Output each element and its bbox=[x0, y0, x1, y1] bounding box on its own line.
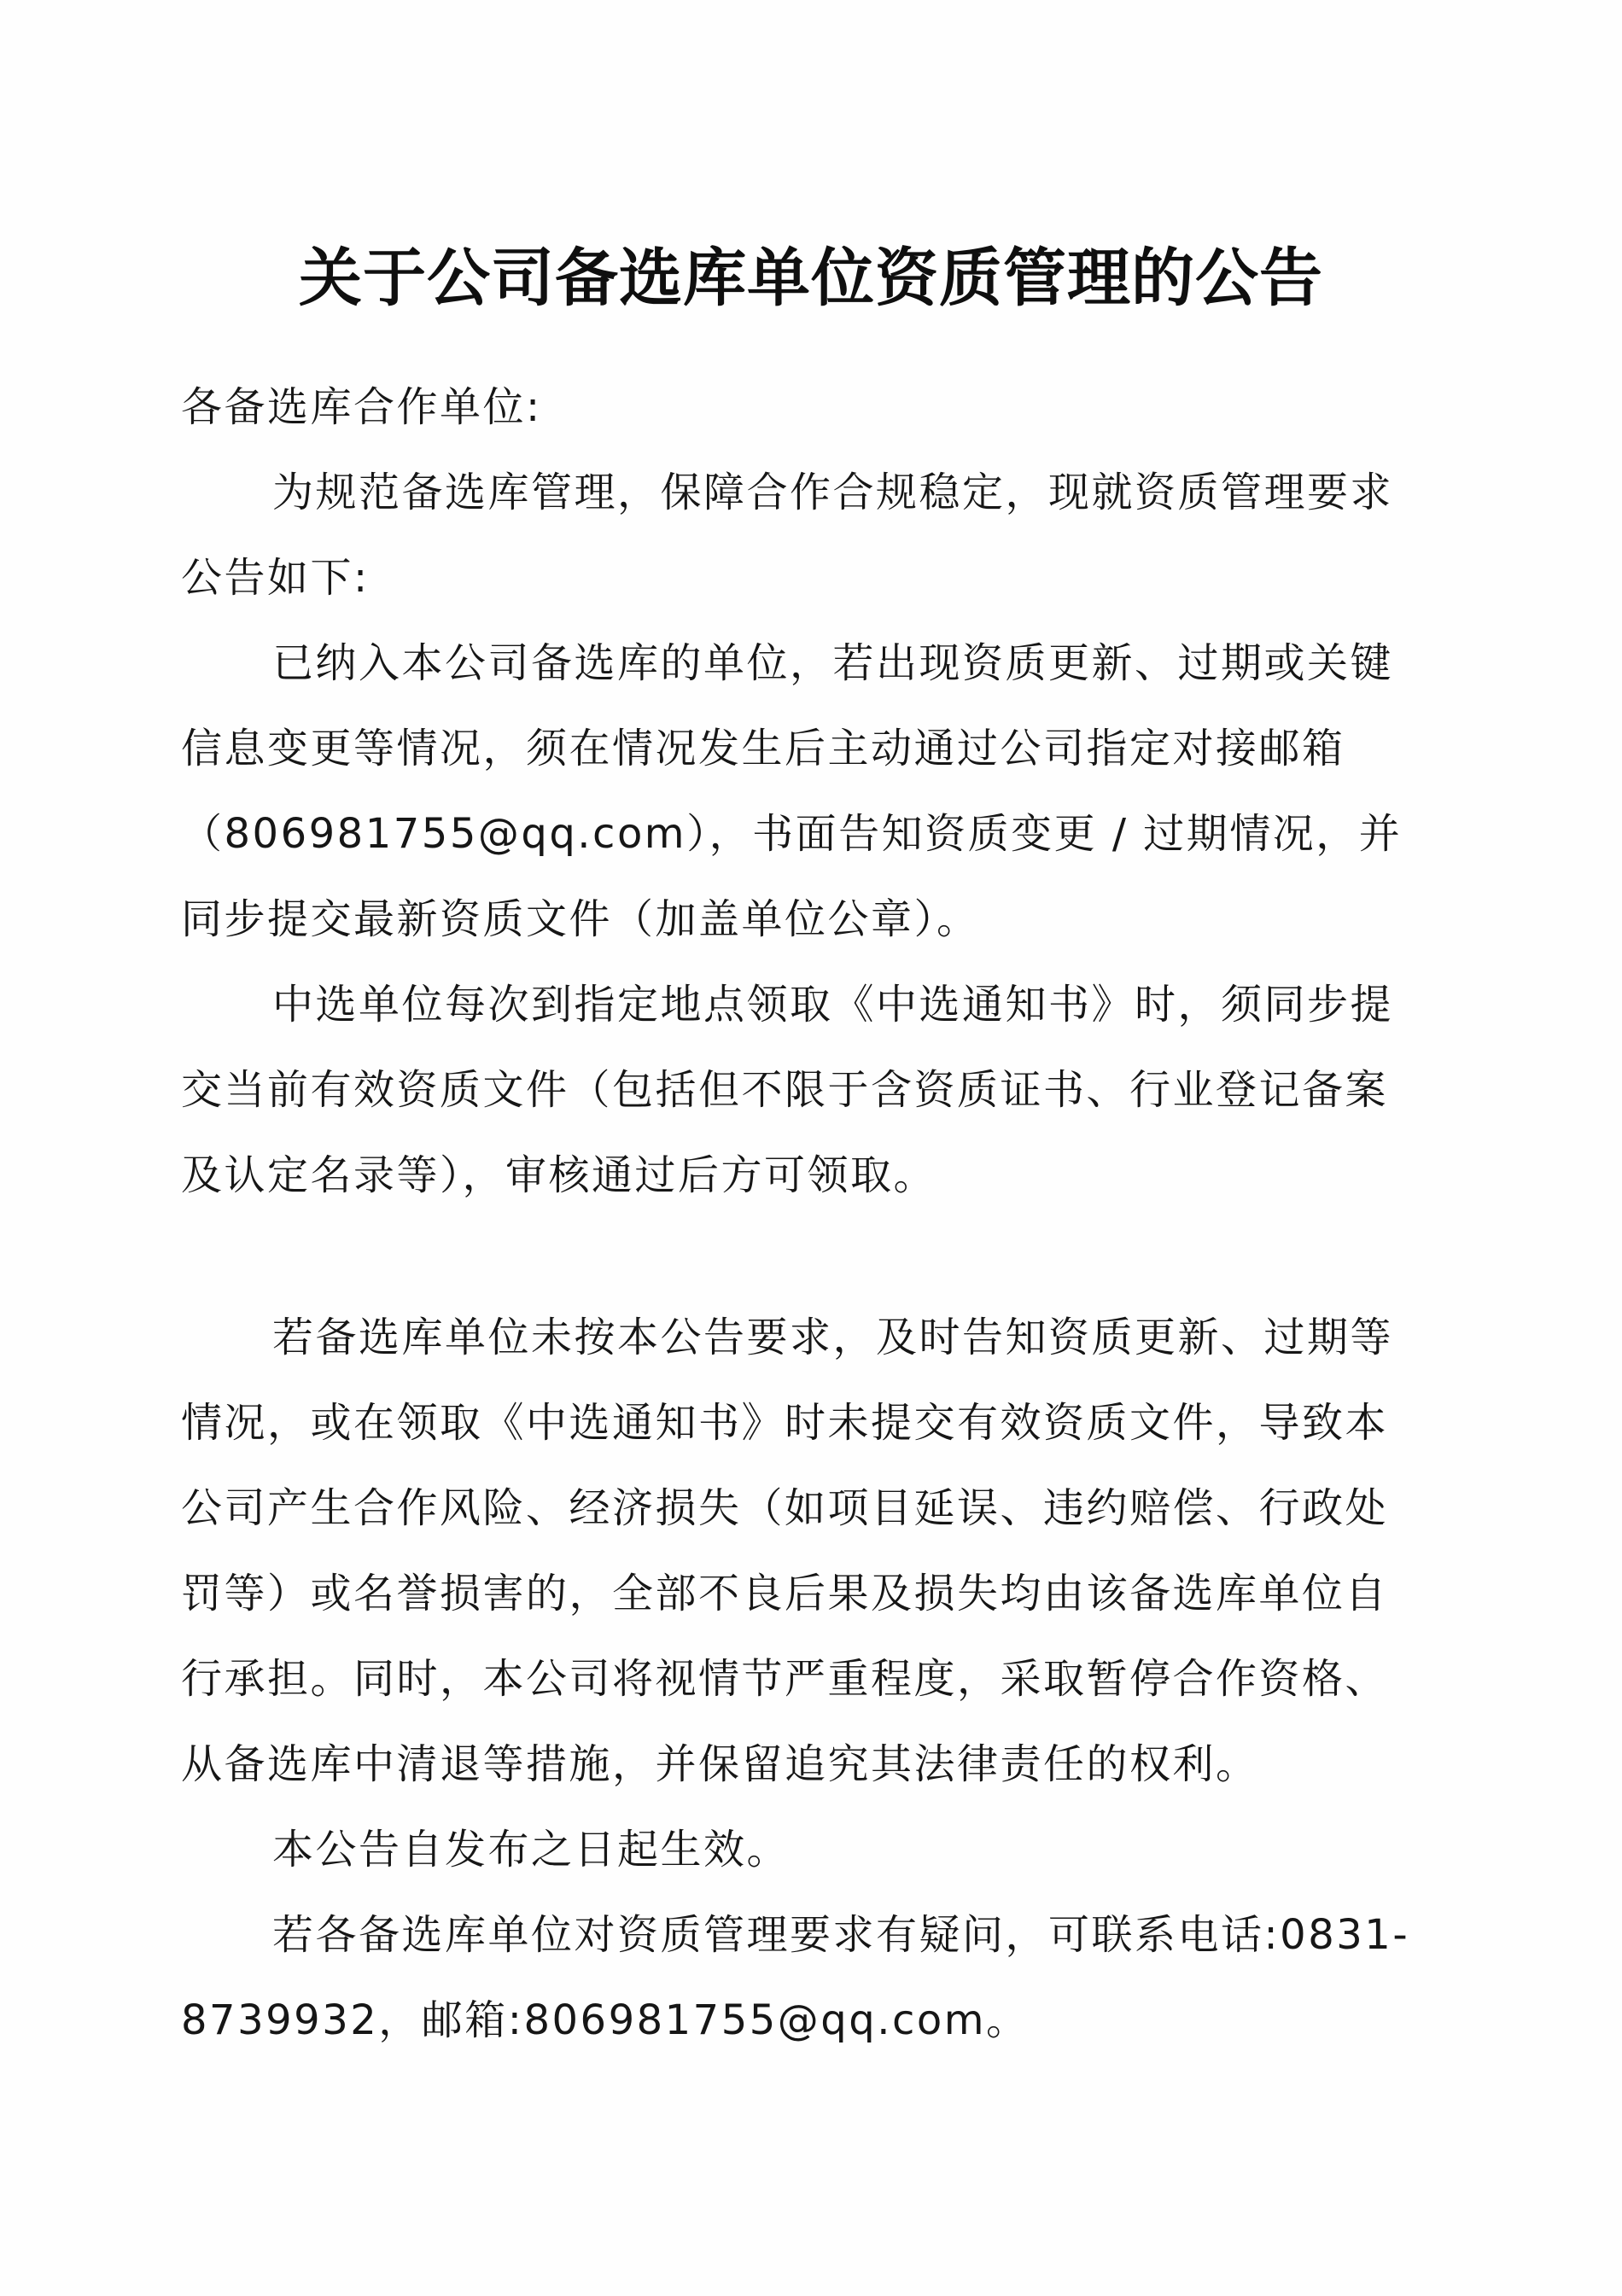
paragraph-contact: 若各备选库单位对资质管理要求有疑问，可联系电话:0831-8739932，邮箱:806981755@qq.com。 bbox=[181, 1911, 1410, 2044]
paragraph-update-notice: 已纳入本公司备选库的单位，若出现资质更新、过期或关键信息变更等情况，须在情况发生后主动通过公司指定对接邮箱（806981755@qq.com），书面告知资质变更 / 过期情况，并同步提交最新资质文件（加盖单位公章）。 bbox=[181, 639, 1403, 943]
paragraph-notice-collection: 中选单位每次到指定地点领取《中选通知书》时，须同步提交当前有效资质文件（包括但不限于含资质证书、行业登记备案及认定名录等），审核通过后方可领取。 bbox=[181, 981, 1394, 1199]
paragraph-effective: 本公告自发布之日起生效。 bbox=[272, 1826, 791, 1874]
document-title: 关于公司备选库单位资质管理的公告 bbox=[299, 242, 1323, 315]
document-body bbox=[181, 364, 1427, 2063]
paragraph-liability: 若备选库单位未按本公告要求，及时告知资质更新、过期等情况，或在领取《中选通知书》时未提交有效资质文件，导致本公司产生合作风险、经济损失（如项目延误、违约赔偿、行政处罚等）或名誉损害的，全部不良后果及损失均由该备选库单位自行承担。同时，本公司将视情节严重程度，采取暂停合作资格、从备选库中清退等措施，并保留追究其法律责任的权利。 bbox=[181, 1314, 1394, 1788]
salutation: 各备选库合作单位: bbox=[181, 383, 542, 431]
paragraph-intro: 为规范备选库管理，保障合作合规稳定，现就资质管理要求公告如下: bbox=[181, 469, 1394, 602]
